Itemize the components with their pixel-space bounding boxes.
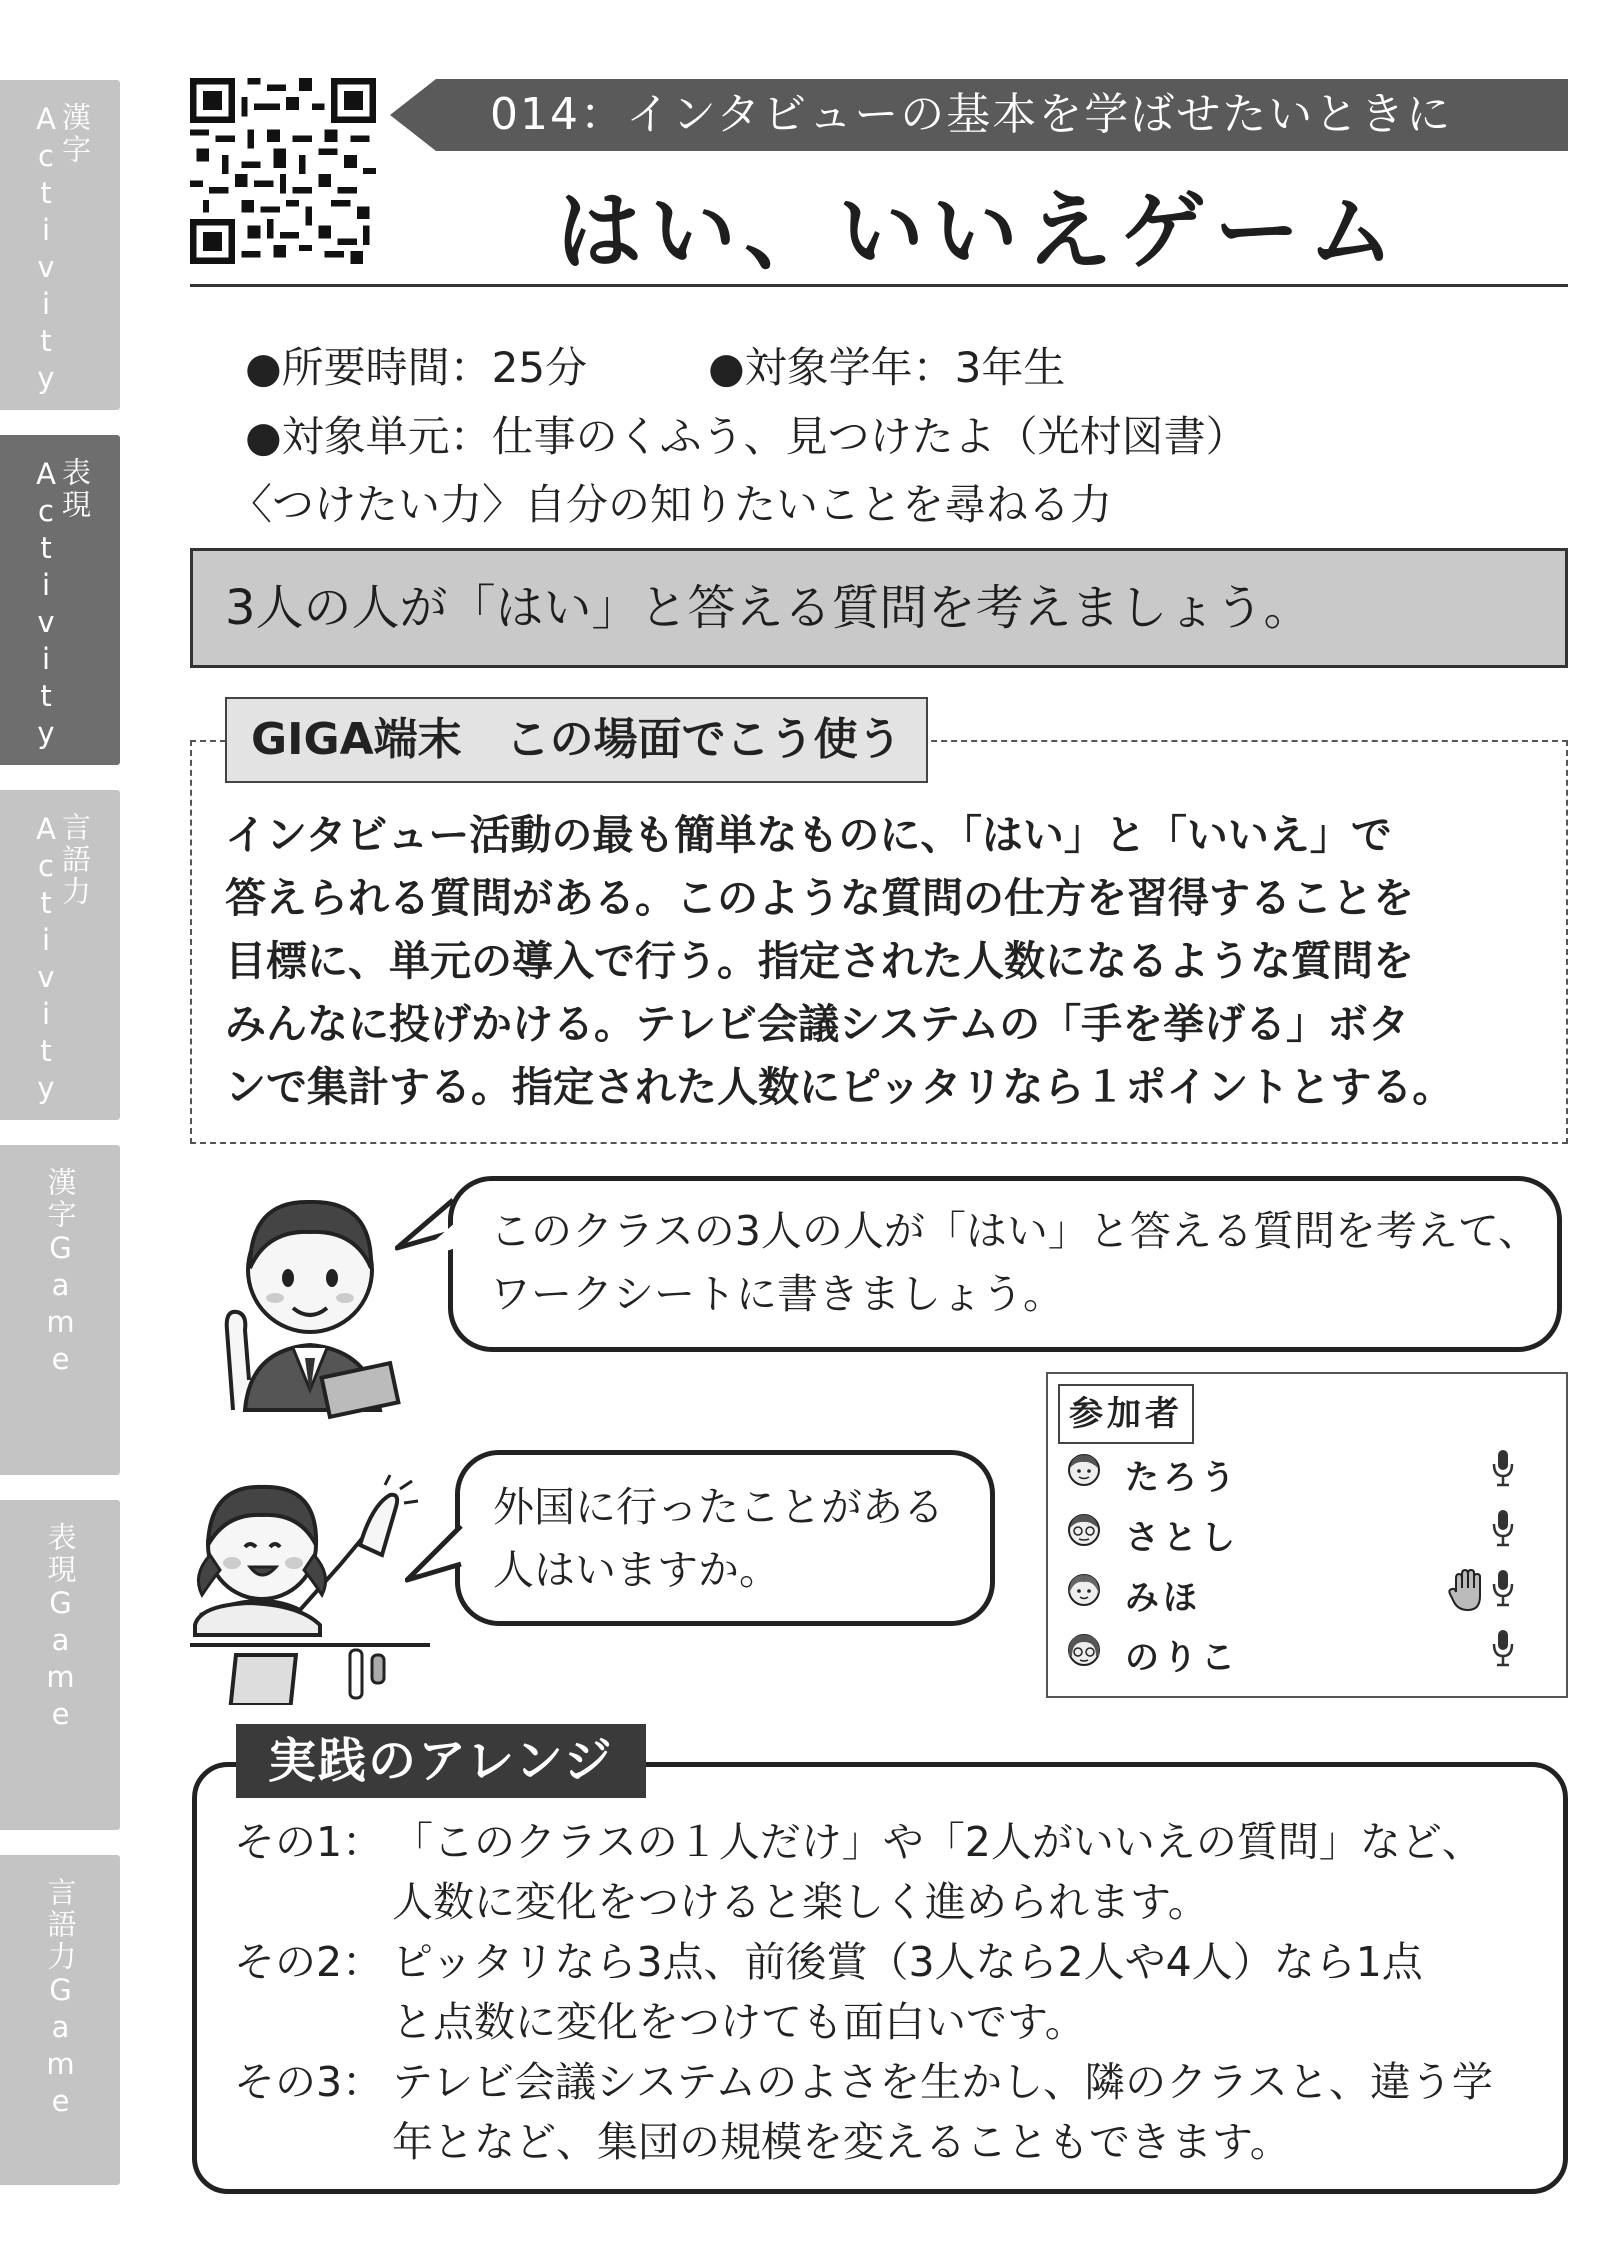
- info-grade: ●対象学年：3年生: [708, 343, 1066, 392]
- participant-name: たろう: [1125, 1458, 1239, 1498]
- giga-line: みんなに投げかける。テレビ会議システムの「手を挙げる」ボタ: [225, 1000, 1410, 1048]
- arrange-item-head: その1：: [234, 1818, 384, 1866]
- side-tab-hyougen-game[interactable]: 表現Game: [0, 1500, 120, 1830]
- giga-line: ンで集計する。指定された人数にピッタリなら１ポイントとする。: [225, 1063, 1454, 1111]
- side-tab-gengoryoku-game[interactable]: 言語力Game: [0, 1855, 120, 2185]
- teacher-speech-line: ワークシートに書きましょう。: [490, 1270, 1064, 1318]
- avatar-icon: [1066, 1452, 1102, 1488]
- student-speech-line: 外国に行ったことがある: [493, 1483, 944, 1531]
- side-tab-kanji-activity[interactable]: 漢字Activity: [0, 80, 120, 410]
- giga-line: 答えられる質問がある。このような質問の仕方を習得することを: [225, 874, 1414, 922]
- arrange-item-line: テレビ会議システムのよさを生かし、隣のクラスと、違う学: [392, 2058, 1493, 2106]
- arrange-item-head: その3：: [234, 2058, 384, 2106]
- side-tab-gengoryoku-activity[interactable]: 言語力Activity: [0, 790, 120, 1120]
- info-skill: 〈つけたい力〉自分の知りたいことを尋ねる力: [230, 480, 1113, 529]
- participant-name: のりこ: [1125, 1638, 1239, 1678]
- participant-name: さとし: [1125, 1518, 1239, 1558]
- microphone-icon[interactable]: [1490, 1568, 1516, 1610]
- topic-banner: [390, 79, 1568, 151]
- teacher-illustration: [205, 1180, 415, 1420]
- side-tab-hyougen-activity[interactable]: 表現Activity: [0, 435, 120, 765]
- title-divider: [190, 284, 1568, 287]
- giga-line: 目標に、単元の導入で行う。指定された人数になるような質問を: [225, 937, 1414, 985]
- info-unit: ●対象単元：仕事のくふう、見つけたよ（光村図書）: [245, 412, 1248, 461]
- student-bubble-tail: [405, 1520, 465, 1600]
- avatar-icon: [1066, 1512, 1102, 1548]
- raised-hand-icon: [1448, 1568, 1488, 1614]
- task-box: 3人の人が「はい」と答える質問を考えましょう。: [190, 548, 1568, 668]
- participants-title: 参加者: [1058, 1384, 1194, 1444]
- student-speech-line: 人はいますか。: [493, 1546, 780, 1594]
- arrange-item-line: 年となど、集団の規模を変えることもできます。: [392, 2118, 1291, 2166]
- arrange-item-head: その2：: [234, 1938, 384, 1986]
- arrange-label: 実践のアレンジ: [236, 1724, 646, 1798]
- avatar-icon: [1066, 1572, 1102, 1608]
- arrange-item-line: 「このクラスの１人だけ」や「2人がいいえの質問」など、: [392, 1818, 1483, 1866]
- microphone-icon[interactable]: [1490, 1448, 1516, 1490]
- topic-text: 014：インタビューの基本を学ばせたいときに: [490, 89, 1453, 140]
- arrange-item-line: ピッタリなら3点、前後賞（3人なら2人や4人）なら1点: [392, 1938, 1423, 1986]
- teacher-bubble-tail-cover: [400, 1200, 460, 1270]
- student-illustration: [190, 1445, 430, 1705]
- giga-line: インタビュー活動の最も簡単なものに、「はい」と「いいえ」で: [225, 811, 1392, 859]
- giga-label: GIGA端末 この場面でこう使う: [225, 697, 928, 783]
- arrange-item-line: 人数に変化をつけると楽しく進められます。: [392, 1878, 1209, 1926]
- qr-code[interactable]: [190, 78, 376, 264]
- page-title: はい、いいえゲーム: [556, 182, 1402, 282]
- info-time: ●所要時間：25分: [245, 343, 588, 392]
- microphone-icon[interactable]: [1490, 1628, 1516, 1670]
- avatar-icon: [1066, 1632, 1102, 1668]
- arrange-item-line: と点数に変化をつけても面白いです。: [392, 1998, 1086, 2046]
- participant-name: みほ: [1125, 1578, 1201, 1618]
- giga-text: [225, 804, 1555, 1119]
- side-tab-kanji-game[interactable]: 漢字Game: [0, 1145, 120, 1475]
- microphone-icon[interactable]: [1490, 1508, 1516, 1550]
- teacher-speech-line: このクラスの3人の人が「はい」と答える質問を考えて、: [490, 1207, 1540, 1255]
